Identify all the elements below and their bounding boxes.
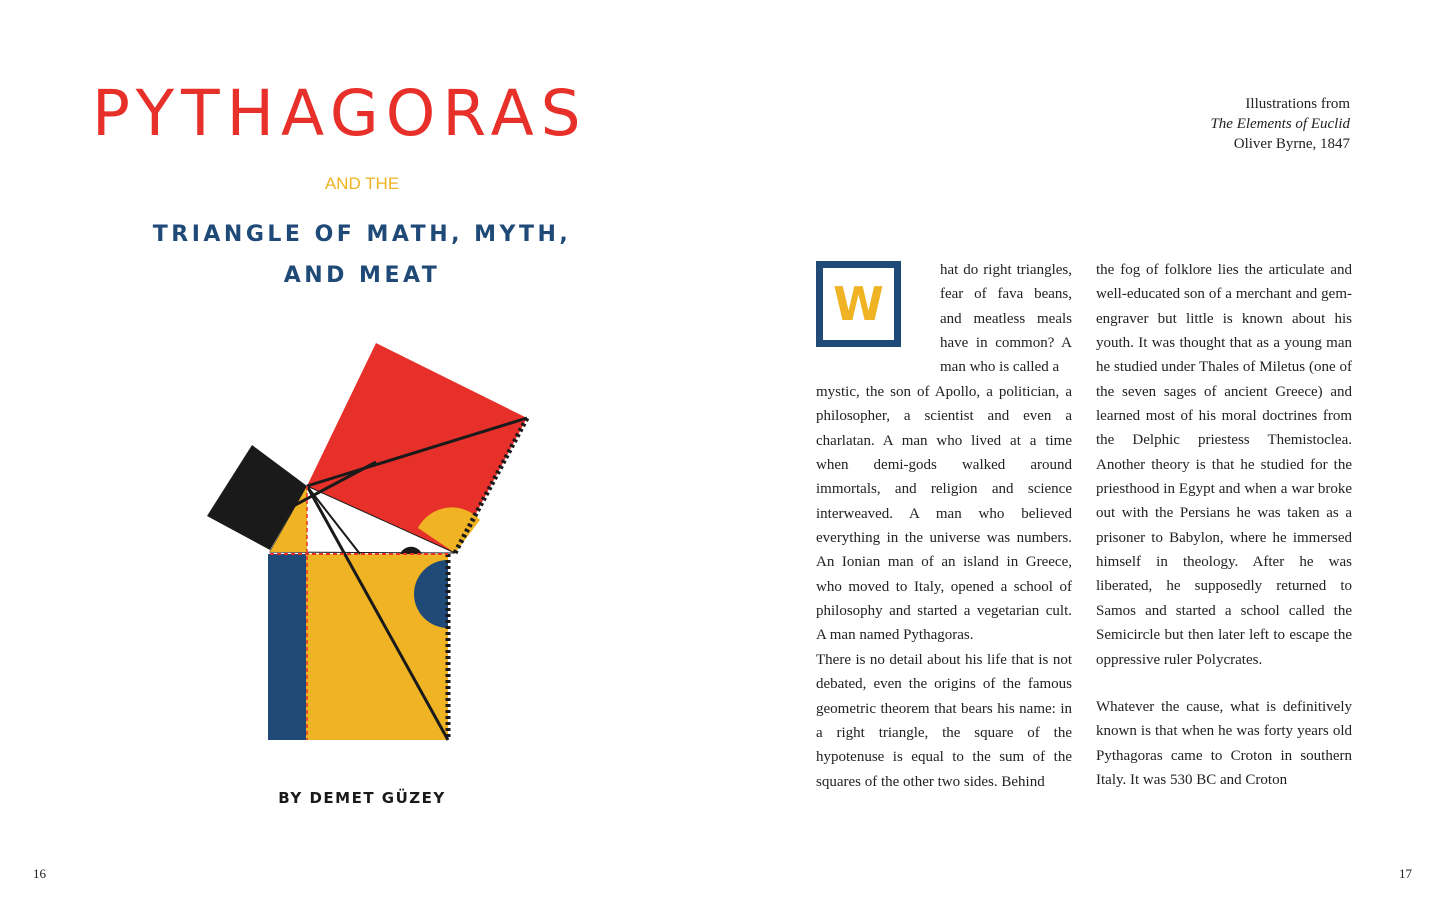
- illustration-credit: [1210, 94, 1350, 154]
- pythagorean-theorem-illustration: [190, 338, 550, 788]
- page-number-right: 17: [1399, 866, 1412, 881]
- subtitle-line-1: TRIANGLE OF MATH, MYTH,: [152, 222, 572, 247]
- credit-line-1: Illustrations from: [1245, 96, 1350, 112]
- article-title: PYTHAGORAS: [92, 77, 588, 150]
- article-subtitle: [0, 214, 724, 296]
- long-leg-square-blue: [268, 554, 306, 740]
- paragraph-1-lead: hat do right triangles, fear of fava beans, and meatless meals have in common? A man who is called a: [940, 262, 1072, 376]
- left-page: [0, 0, 722, 900]
- subtitle-line-2: AND MEAT: [283, 263, 441, 288]
- credit-line-3: Oliver Byrne, 1847: [1233, 136, 1350, 152]
- paragraph-1-rest: mystic, the son of Apollo, a politician, a philosopher, a scientist and even a charlatan. A man who lived at a time when demi-gods walked around immortals, and religion and science interweaved. A man who believed everything in the universe was numbers. An Ionian man of an island in Greece, who moved to Italy, opened a school of philosophy and started a vegetarian cult. A man named Pythagoras.: [816, 384, 1072, 644]
- credit-line-2: [1210, 114, 1350, 134]
- byline: BY DEMET GÜZEY: [278, 789, 446, 807]
- paragraph-2-continued: the fog of folklore lies the articulate and well-educated son of a merchant and gem-engraver but little is known about his youth. It was thought that as a young man he studied under Thales of Miletus (one of the seven sages of ancient Greece) and learned most of his moral doctrines from the Delphic priestess Themistoclea. Another theory is that he studied for the priesthood in Egypt and when a war broke out with the Persians he was taken as a prisoner to Babylon, where he immersed himself in theology. After he was liberated, he supposedly returned to Samos and started a school called the Semicircle but then later left to escape the oppressive ruler Polycrates.: [1096, 262, 1352, 668]
- drop-cap: W: [816, 261, 901, 347]
- title-connector: AND THE: [324, 174, 400, 193]
- paragraph-2: There is no detail about his life that is not debated, even the origins of the famous geometric theorem that bears his name: in a right triangle, the square of the hypotenuse is equal to the sum of the squares of the other two sides. Behind: [816, 652, 1072, 790]
- page-number-left: 16: [33, 866, 46, 881]
- paragraph-3: Whatever the cause, what is definitively known is that when he was forty years old Pythagoras came to Croton in southern Italy. It was 530 BC and Croton: [1096, 699, 1352, 789]
- credit-book-title: The Elements of Euclid: [1210, 116, 1350, 132]
- right-page: [723, 0, 1445, 900]
